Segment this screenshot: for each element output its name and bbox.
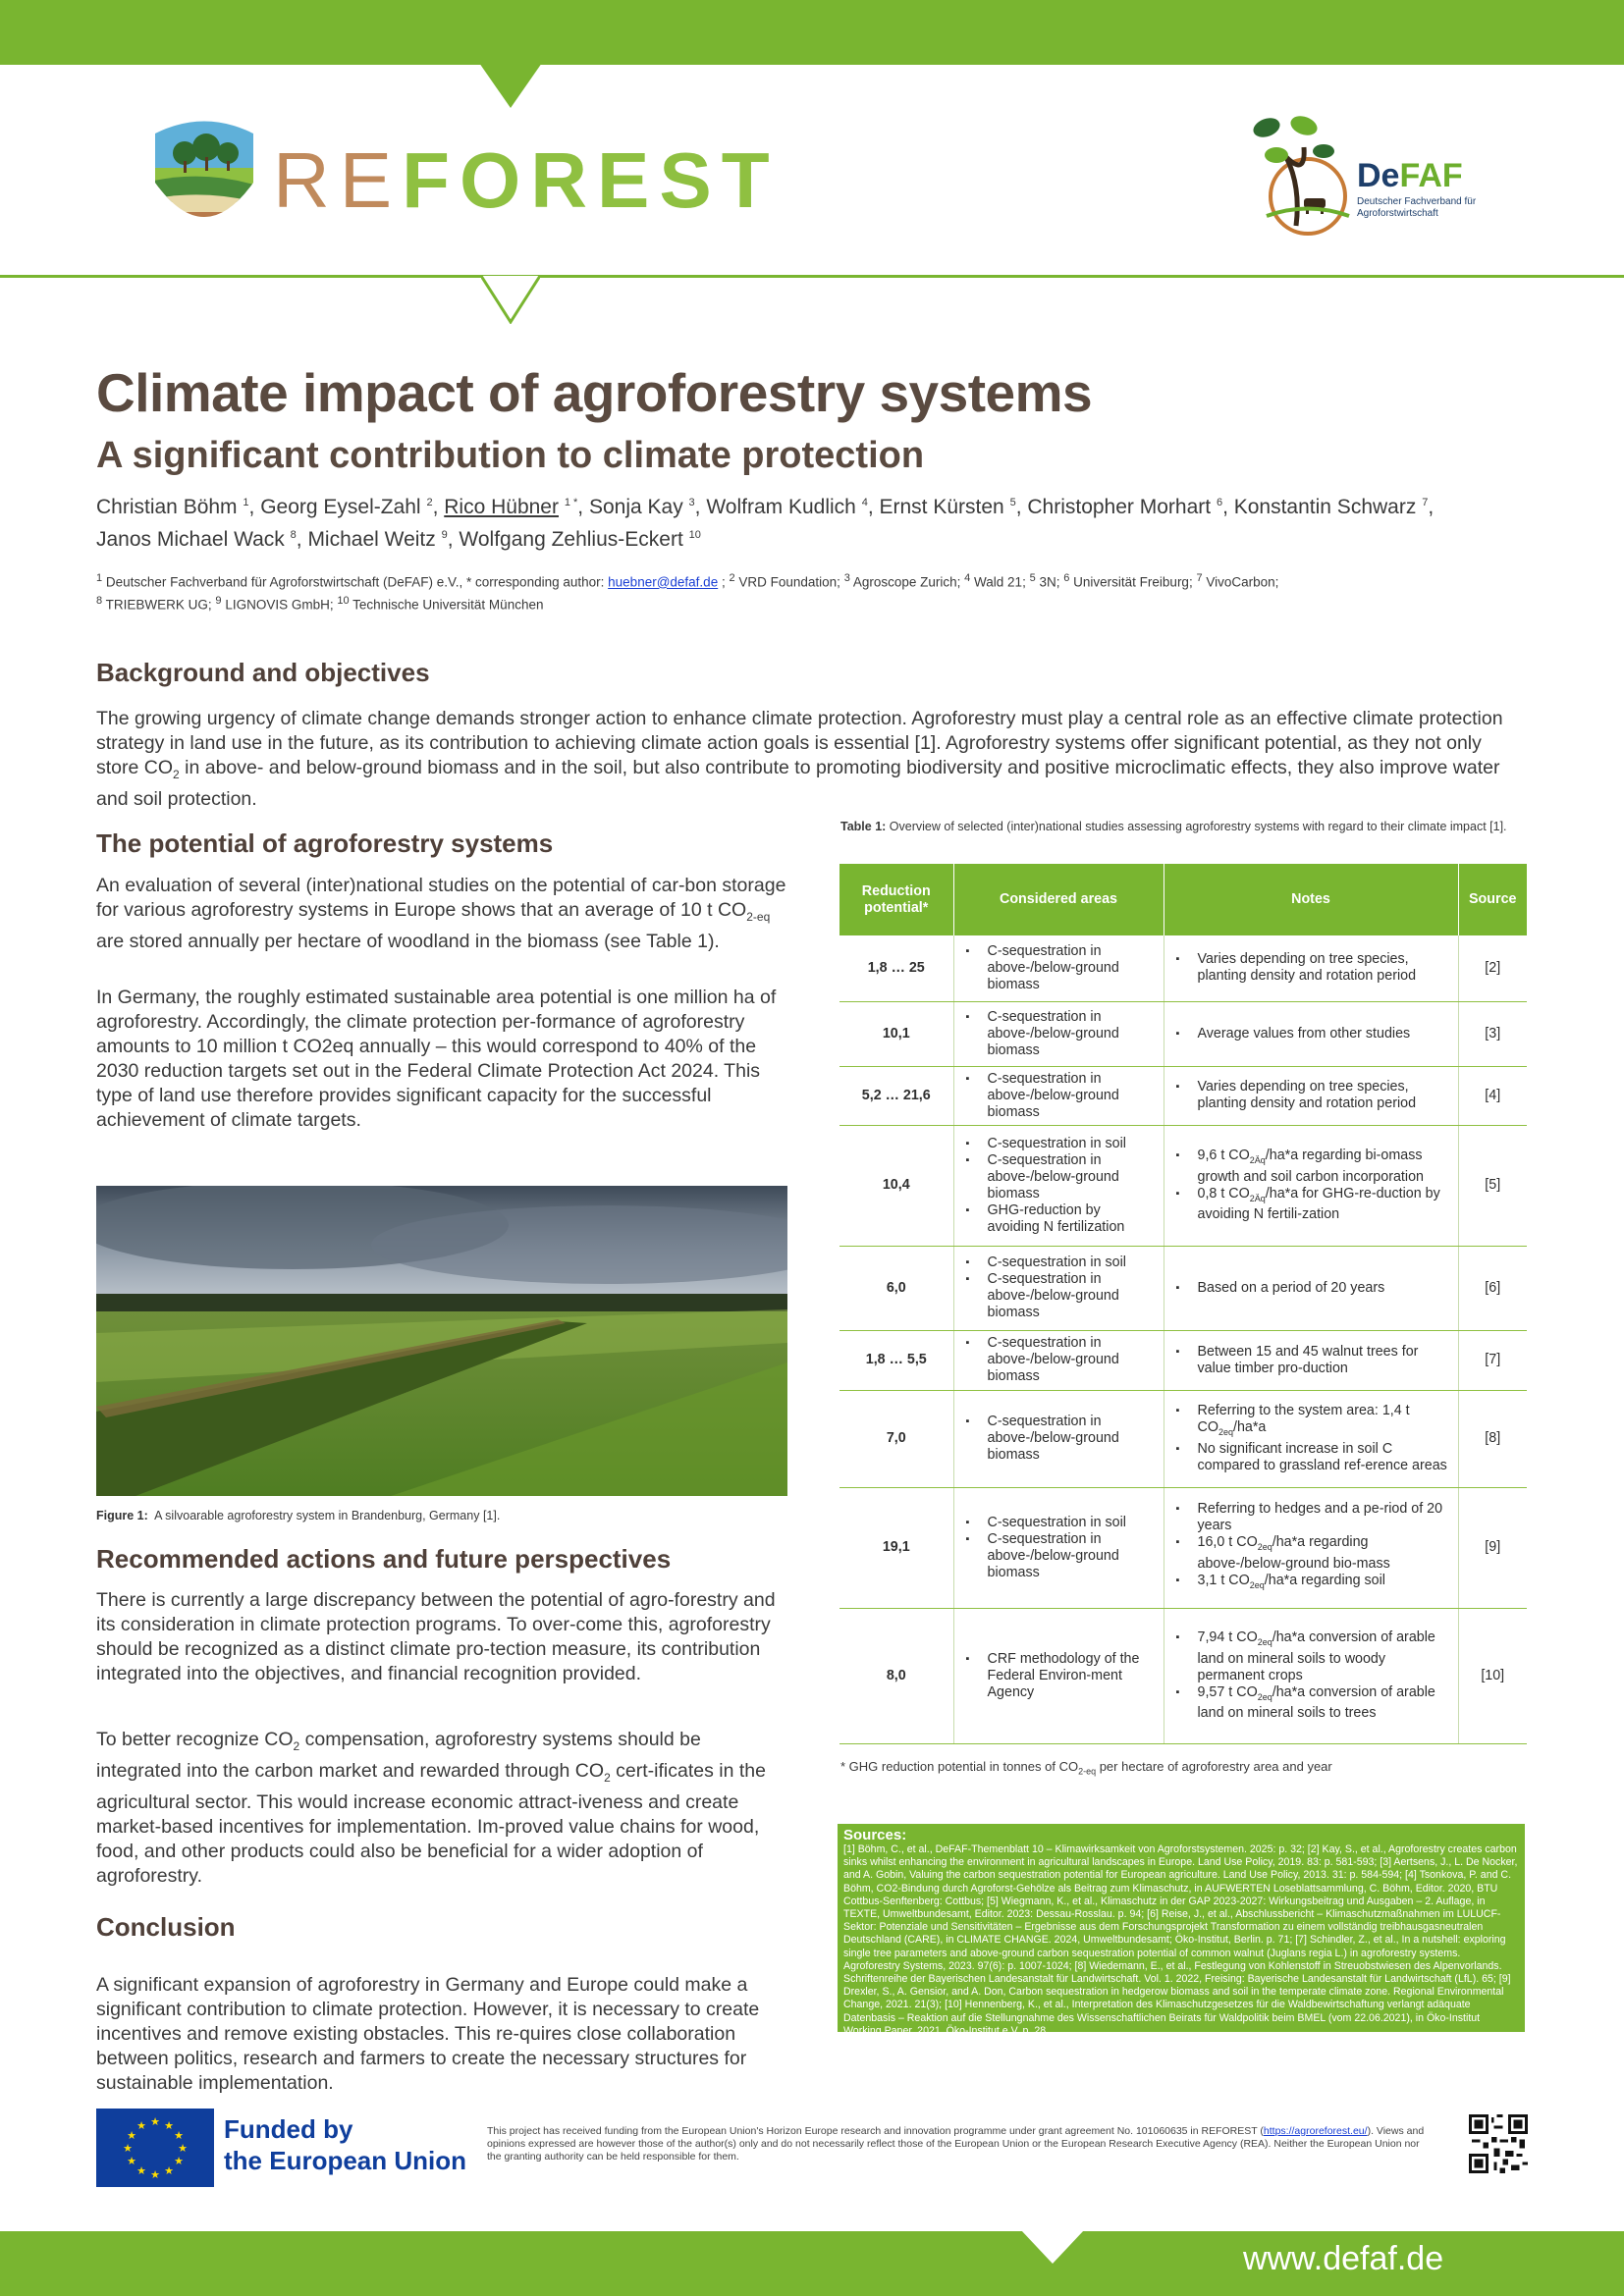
- potential-cell: 1,8 … 5,5: [839, 1330, 953, 1390]
- areas-cell: ▪ C-sequestration in above-/below-ground biomass: [953, 1001, 1164, 1066]
- notes-cell: ▪ Based on a period of 20 years: [1164, 1246, 1458, 1330]
- bottom-notch: [1021, 2230, 1084, 2264]
- figure-caption: Figure 1: A silvoarable agroforestry system in Brandenburg, Germany [1].: [96, 1509, 501, 1522]
- recommended-heading: Recommended actions and future perspectives: [96, 1544, 672, 1574]
- source-cell: [8]: [1458, 1390, 1527, 1487]
- areas-cell: ▪ CRF methodology of the Federal Environ-ment Agency: [953, 1608, 1164, 1743]
- agroforestry-photo: [96, 1186, 787, 1496]
- sources-heading: Sources:: [843, 1827, 907, 1843]
- svg-text:★: ★: [174, 2155, 184, 2167]
- background-heading: Background and objectives: [96, 658, 430, 687]
- svg-text:★: ★: [178, 2142, 188, 2155]
- reforest-logo: [145, 114, 780, 237]
- reforest-emblem-icon: [145, 114, 263, 237]
- notes-cell: ▪ 7,94 t $CO_{2eq}/ha*a$ conversion of arable land on mineral soils to woody permanent crops ▪ 9,57 t $CO_{2eq}/ha*a$ conversion of arable land on mineral soils to trees: [1164, 1608, 1458, 1743]
- notes-cell: ▪ Referring to hedges and a pe-riod of 20 years ▪ 16,0 t $CO_{2eq}/ha*a$ regarding above-/below-ground bio-mass ▪ 3,1 t $CO_{2eq}/ha*a$ regarding soil: [1164, 1487, 1458, 1608]
- poster-subtitle: A significant contribution to climate protection: [96, 435, 925, 476]
- eu-funding-label: Funded by the European Union: [224, 2114, 466, 2175]
- potential-cell: 19,1: [839, 1487, 953, 1608]
- landscape-image: [96, 1186, 787, 1496]
- source-cell: [3]: [1458, 1001, 1527, 1066]
- defaf-logo: [1247, 108, 1483, 240]
- svg-text:★: ★: [174, 2129, 184, 2142]
- svg-text:★: ★: [150, 2115, 160, 2128]
- potential-cell: 1,8 … 25: [839, 935, 953, 1001]
- potential-cell: 5,2 … 21,6: [839, 1066, 953, 1125]
- header-areas: Considered areas: [953, 864, 1164, 935]
- areas-cell: ▪ C-sequestration in soil ▪ C-sequestration in above-/below-ground biomass ▪ GHG-reduction by avoiding N fertilization: [953, 1125, 1164, 1246]
- source-cell: [6]: [1458, 1246, 1527, 1330]
- table-row: [839, 1487, 1527, 1608]
- areas-cell: ▪ C-sequestration in above-/below-ground biomass: [953, 1066, 1164, 1125]
- recommended-paragraph-1: There is currently a large discrepancy between the potential of agro-forestry and its consideration in climate protection programs. To over-come this, agroforestry should be recognized as a distinct climate pro-tection measure, its contribution integrated into the objectives, and financial recognition provided.: [96, 1589, 776, 1684]
- eu-flag: [96, 2109, 214, 2187]
- affiliations: $^1$ Deutscher Fachverband für Agroforstwirtschaft (DeFAF) e.V., * corresponding author: huebner@defaf.de ; $^2$ VRD Foundation; $^3$ Agroscope Zurich; $^4$ Wald 21; $^5$ 3N; $^6$ Universität Freiburg; $^7$ VivoCarbon; $^8$ TRIEBWERK UG; $^9$ LIGNOVIS GmbH; $^{10}$ Technische Universität München: [96, 572, 1279, 612]
- svg-text:★: ★: [164, 2119, 174, 2132]
- conclusion-heading: Conclusion: [96, 1912, 236, 1942]
- source-cell: [7]: [1458, 1330, 1527, 1390]
- areas-cell: ▪ C-sequestration in soil ▪ C-sequestration in above-/below-ground biomass: [953, 1487, 1164, 1608]
- svg-text:★: ★: [136, 2164, 146, 2177]
- svg-text:★: ★: [127, 2129, 136, 2142]
- header-source: Source: [1458, 864, 1527, 935]
- source-cell: [10]: [1458, 1608, 1527, 1743]
- website-link[interactable]: www.defaf.de: [1243, 2240, 1444, 2277]
- source-cell: [4]: [1458, 1066, 1527, 1125]
- header-potential: Reduction potential*: [839, 864, 953, 935]
- svg-text:★: ★: [136, 2119, 146, 2132]
- table-header-row: [839, 864, 1527, 935]
- author-list: Christian Böhm $^1$, Georg Eysel-Zahl $^2$, Rico Hübner $^{1 *}$, Sonja Kay $^3$, Wolfram Kudlich $^4$, Ernst Kürsten $^5$, Christopher Morhart $^6$, Konstantin Schwarz $^7$, Janos Michael Wack $^8$, Michael Weitz $^9$, Wolfgang Zehlius-Eckert $^{10}$: [96, 496, 1435, 551]
- reforest-wordmark: REFOREST: [273, 136, 780, 224]
- potential-cell: 7,0: [839, 1390, 953, 1487]
- header-notch: [481, 275, 540, 324]
- studies-table: [839, 864, 1527, 1744]
- potential-cell: 10,1: [839, 1001, 953, 1066]
- notes-cell: ▪ Varies depending on tree species, planting density and rotation period: [1164, 1066, 1458, 1125]
- svg-text:★: ★: [150, 2168, 160, 2181]
- header-notes: Notes: [1164, 864, 1458, 935]
- qr-code-icon[interactable]: [1469, 2114, 1528, 2173]
- svg-text:★: ★: [127, 2155, 136, 2167]
- areas-cell: ▪ C-sequestration in soil ▪ C-sequestration in above-/below-ground biomass: [953, 1246, 1164, 1330]
- background-text: The growing urgency of climate change demands stronger action to enhance climate protection. Agroforestry must play a central role as an effective climate protection strategy in land use in the future, as its contribution to achieving climate action goals is essential [1]. Agroforestry systems offer significant potential, as they not only store $CO_2$ in above- and below-ground biomass and in the soil, but also contribute to promoting biodiversity and positive microclimatic effects, they also improve water and soil protection.: [96, 708, 1503, 810]
- potential-cell: 8,0: [839, 1608, 953, 1743]
- table-row: [839, 1608, 1527, 1743]
- table-row: [839, 1001, 1527, 1066]
- areas-cell: ▪ C-sequestration in above-/below-ground biomass: [953, 1330, 1164, 1390]
- table-row: [839, 1390, 1527, 1487]
- defaf-wordmark: DeFAF: [1357, 157, 1463, 194]
- header-divider: [0, 275, 1624, 278]
- notes-cell: ▪ Referring to the system area: 1,4 t $CO_{2eq}/ha*a$ ▪ No significant increase in soil C compared to grassland ref-erence areas: [1164, 1390, 1458, 1487]
- notes-cell: ▪ Varies depending on tree species, planting density and rotation period: [1164, 935, 1458, 1001]
- source-cell: [9]: [1458, 1487, 1527, 1608]
- potential-heading: The potential of agroforestry systems: [96, 828, 554, 858]
- table-row: [839, 935, 1527, 1001]
- table-row: [839, 1125, 1527, 1246]
- svg-text:★: ★: [164, 2164, 174, 2177]
- svg-text:★: ★: [123, 2142, 133, 2155]
- table-row: [839, 1246, 1527, 1330]
- eu-stars-icon: [96, 2109, 214, 2187]
- table-footnote: * GHG reduction potential in tonnes of $CO_{2-eq}$ per hectare of agroforestry area and year: [840, 1759, 1332, 1777]
- source-cell: [5]: [1458, 1125, 1527, 1246]
- areas-cell: ▪ C-sequestration in above-/below-ground biomass: [953, 935, 1164, 1001]
- table-caption: Table 1: Overview of selected (inter)national studies assessing agroforestry systems with regard to their climate impact [1].: [840, 820, 1507, 833]
- sources-box: [838, 1824, 1525, 2037]
- sources-text: [1] Böhm, C., et al., DeFAF-Themenblatt 10 – Klimawirksamkeit von Agroforstsystemen. 2025: p. 32; [2] Kay, S., et al., Agroforestry creates carbon sinks whilst enhancing the environment in agricultural landscapes in Europe. Land Use Policy, 2019. 83: p. 581-593; [3] Aertsens, J., L. De Nocker, and A. Gobin, Valuing the carbon sequestration potential for European agriculture. Land Use Policy, 2013. 31: p. 584-594; [4] Tsonkova, P. and C. Böhm, CO2-Bindung durch Agroforst-Gehölze als Beitrag zum Klimaschutz, in AUFWERTEN Loseblattsammlung, C. Böhm, Editor. 2020, BTU Cottbus-Senftenberg: Cottbus; [5] Wiegmann, K., et al., Klimaschutz in der GAP 2023-2027: Wirkungsbeitrag und Ausgaben – 2. Auflage, in TEXTE, Umweltbundesamt, Editor. 2023: Dessau-Rosslau. p. 94; [6] Reise, J., et al., Abschlussbericht – Klimaschutzmaßnahmen im LULUCF-Sektor: Potenziale und Sensitivitäten – Ergebnisse aus dem Forschungsprojekt Transformation zu einem vollständig treibhausgasneutralen Deutschland (CARE), in CLIMATE CHANGE. 2024, Umweltbundesamt; Öko-Institut, Berlin. p. 71; [7] Schindler, Z., et al., In a nutshell: exploring single tree parameters and above-ground carbon sequestration potential of common walnut (Juglans regia L.) in agroforestry systems. Agroforestry Systems, 2023. 97(6): p. 1007-1024; [8] Wiedemann, E., et al., Festlegung von Kohlenstoff in Streuobstwiesen des Alpenvorlands. Schriftenreihe der Bayerischen Landesanstalt für Landwirtschaft. Vol. 1. 2022, Freising: Bayerische Landesanstalt für Landwirtschaft (LfL). 65; [9] Drexler, S., A. Gensior, and A. Don, Carbon sequestration in hedgerow biomass and soil in the temperate climate zone. Regional Environmental Change, 2021. 21(3); [10] Hennenberg, K., et al., Interpretation des Klimaschutzgesetzes für die Waldbewirtschaftung verlangt adäquate Datenbasis – Reaktion auf die Stellungnahme des Wissenschaftlichen Beirats für Waldpolitik beim BMEL (vom 22.06.2021), in Öko-Institut Working Paper. 2021, Öko-Institut e.V. p. 28.: [843, 1843, 1518, 2037]
- potential-cell: 10,4: [839, 1125, 953, 1246]
- notes-cell: ▪ 9,6 t $CO_{2Äq}/ha*a$ regarding bi-omass growth and soil carbon incorporation ▪ 0,8 t $CO_{2Äq}/ha*a$ for GHG-re-duction by avoiding N fertili-zation: [1164, 1125, 1458, 1246]
- defaf-subtitle: Deutscher Fachverband für Agroforstwirtschaft: [1357, 196, 1477, 219]
- top-notch: [479, 63, 542, 108]
- notes-cell: ▪ Between 15 and 45 walnut trees for value timber pro-duction: [1164, 1330, 1458, 1390]
- conclusion-text: A significant expansion of agroforestry in Germany and Europe could make a significant contribution to climate protection. However, it is necessary to create incentives and remove existing obstacles. This re-quires close collaboration between politics, research and farmers to create the necessary structures for sustainable implementation.: [96, 1974, 760, 2094]
- defaf-tree-icon: [1247, 108, 1360, 240]
- email-link[interactable]: huebner@defaf.de: [608, 574, 719, 590]
- areas-cell: ▪ C-sequestration in above-/below-ground biomass: [953, 1390, 1164, 1487]
- potential-cell: 6,0: [839, 1246, 953, 1330]
- potential-paragraph-1: An evaluation of several (inter)national studies on the potential of car-bon storage for various agroforestry systems in Europe shows that an average of 10 t $CO_{2-eq}$ are stored annually per hectare of woodland in the biomass (see Table 1).: [96, 875, 786, 952]
- funding-disclaimer: This project has received funding from the European Union's Horizon Europe research and innovation programme under grant agreement No. 101060635 in REFOREST (https://agroreforest.eu/). Views and opinions expressed are however those of the author(s) only and do not necessarily reflect those of the European Union or the European Research Executive Agency (REA). Neither the European Union nor the granting authority can be held responsible for them.: [487, 2125, 1425, 2163]
- potential-paragraph-2: In Germany, the roughly estimated sustainable area potential is one million ha of agroforestry. Accordingly, the climate protection per-formance of agroforestry amounts to 10 million t CO2eq annually – this would correspond to 40% of the 2030 reduction targets set out in the Federal Climate Protection Act 2024. This type of land use therefore provides significant capacity for the successful achievement of climate targets.: [96, 987, 777, 1131]
- table-row: [839, 1330, 1527, 1390]
- top-band: [0, 0, 1624, 65]
- recommended-paragraph-2: To better recognize $CO_2$ compensation, agroforestry systems should be integrated into the carbon market and rewarded through $CO_2$ cert-ificates in the agricultural sector. This would increase economic attract-iveness and create market-based incentives for implementation. Im-proved value chains for wood, food, and other products could also be beneficial for a wider adoption of agroforestry.: [96, 1729, 766, 1887]
- corresponding-author: Rico Hübner: [444, 496, 559, 518]
- poster-title: Climate impact of agroforestry systems: [96, 362, 1093, 423]
- table-row: [839, 1066, 1527, 1125]
- project-link[interactable]: https://agroreforest.eu/: [1263, 2125, 1368, 2137]
- source-cell: [2]: [1458, 935, 1527, 1001]
- notes-cell: ▪ Average values from other studies: [1164, 1001, 1458, 1066]
